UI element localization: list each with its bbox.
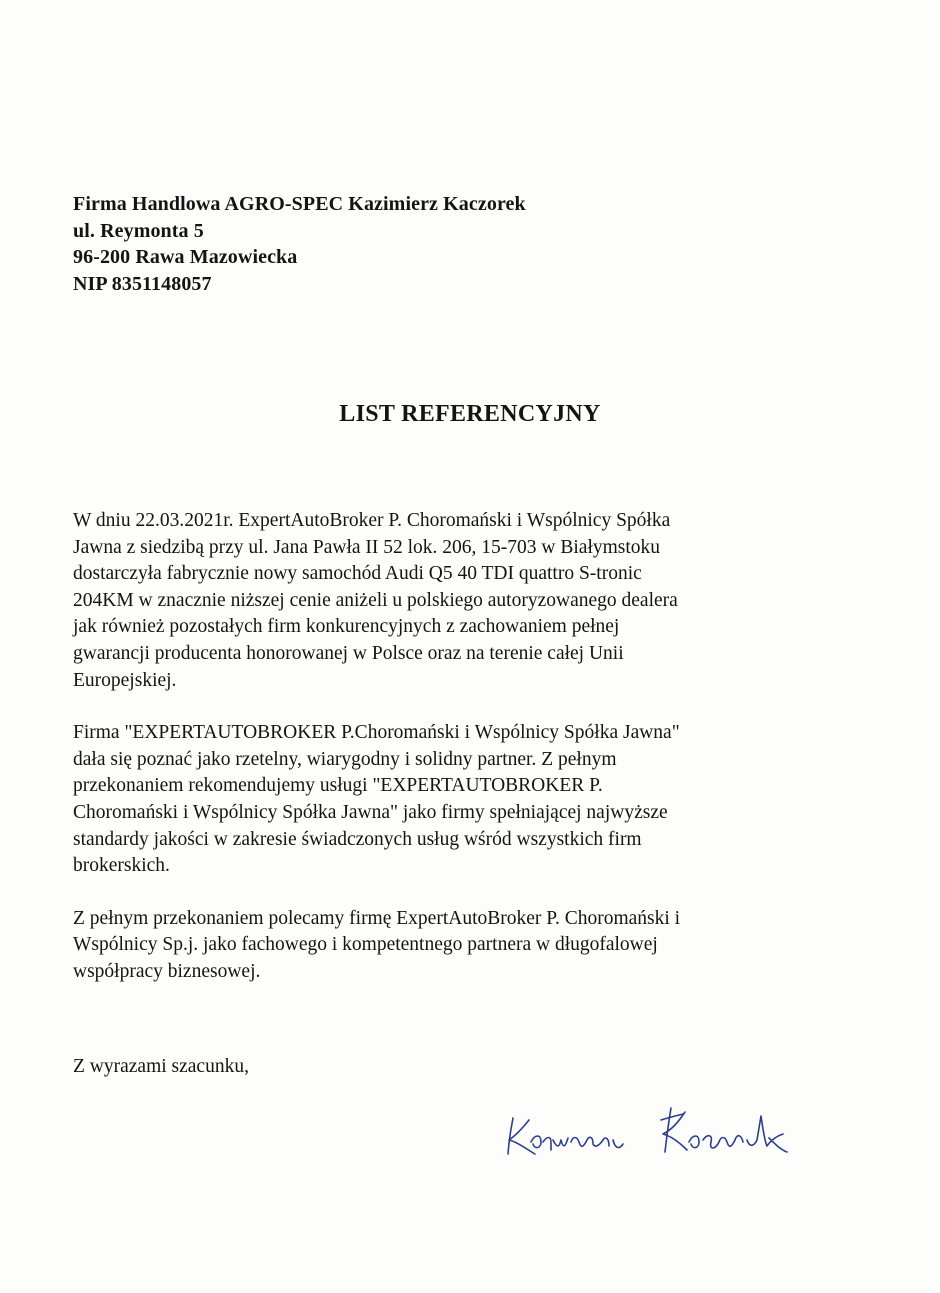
paragraph-line: Wspólnicy Sp.j. jako fachowego i kompetentnego partnera w długofalowej bbox=[73, 934, 658, 956]
paragraph-line: Choromański i Wspólnicy Spółka Jawna" jako firmy spełniającej najwyższe bbox=[73, 801, 668, 823]
paragraph-delivery bbox=[73, 508, 833, 694]
letter-body bbox=[73, 508, 833, 1012]
paragraph-line: Z pełnym przekonaniem polecamy firmę ExpertAutoBroker P. Choromański i bbox=[73, 907, 681, 929]
paragraph-line: 204KM w znacznie niższej cenie aniżeli u polskiego autoryzowanego dealera bbox=[73, 589, 678, 611]
paragraph-line: standardy jakości w zakresie świadczonych usług wśród wszystkich firm bbox=[73, 828, 642, 850]
paragraph-line: dała się poznać jako rzetelny, wiarygodny i solidny partner. Z pełnym bbox=[73, 748, 617, 770]
paragraph-line: przekonaniem rekomendujemy usługi "EXPERTAUTOBROKER P. bbox=[73, 775, 603, 797]
paragraph-line: współpracy biznesowej. bbox=[73, 960, 261, 982]
sender-nip: NIP 8351148057 bbox=[73, 272, 212, 295]
paragraph-line: jak również pozostałych firm konkurencyjnych z zachowaniem pełnej bbox=[73, 616, 620, 638]
paragraph-line: gwarancji producenta honorowanej w Polsce oraz na terenie całej Unii bbox=[73, 642, 624, 664]
closing-salutation: Z wyrazami szacunku, bbox=[73, 1056, 249, 1077]
paragraph-line: dostarczyła fabrycznie nowy samochód Audi Q5 40 TDI quattro S-tronic bbox=[73, 563, 642, 585]
paragraph-recommendation bbox=[73, 720, 833, 880]
handwritten-signature bbox=[495, 1090, 805, 1170]
paragraph-conclusion bbox=[73, 906, 833, 986]
paragraph-line: W dniu 22.03.2021r. ExpertAutoBroker P. Choromański i Wspólnicy Spółka bbox=[73, 510, 671, 531]
paragraph-line: brokerskich. bbox=[73, 855, 170, 877]
sender-street: ul. Reymonta 5 bbox=[73, 219, 204, 242]
paragraph-line: Jawna z siedzibą przy ul. Jana Pawła II 52 lok. 206, 15-703 w Białymstoku bbox=[73, 536, 661, 558]
sender-city: 96-200 Rawa Mazowiecka bbox=[73, 246, 298, 268]
paragraph-line: Europejskiej. bbox=[73, 669, 177, 691]
sender-address-block bbox=[73, 191, 526, 297]
paragraph-line: Firma "EXPERTAUTOBROKER P.Choromański i Wspólnicy Spółka Jawna" bbox=[73, 722, 680, 744]
sender-company-name: Firma Handlowa AGRO-SPEC Kazimierz Kaczorek bbox=[73, 193, 526, 215]
letter-title: LIST REFERENCYJNY bbox=[339, 401, 601, 427]
